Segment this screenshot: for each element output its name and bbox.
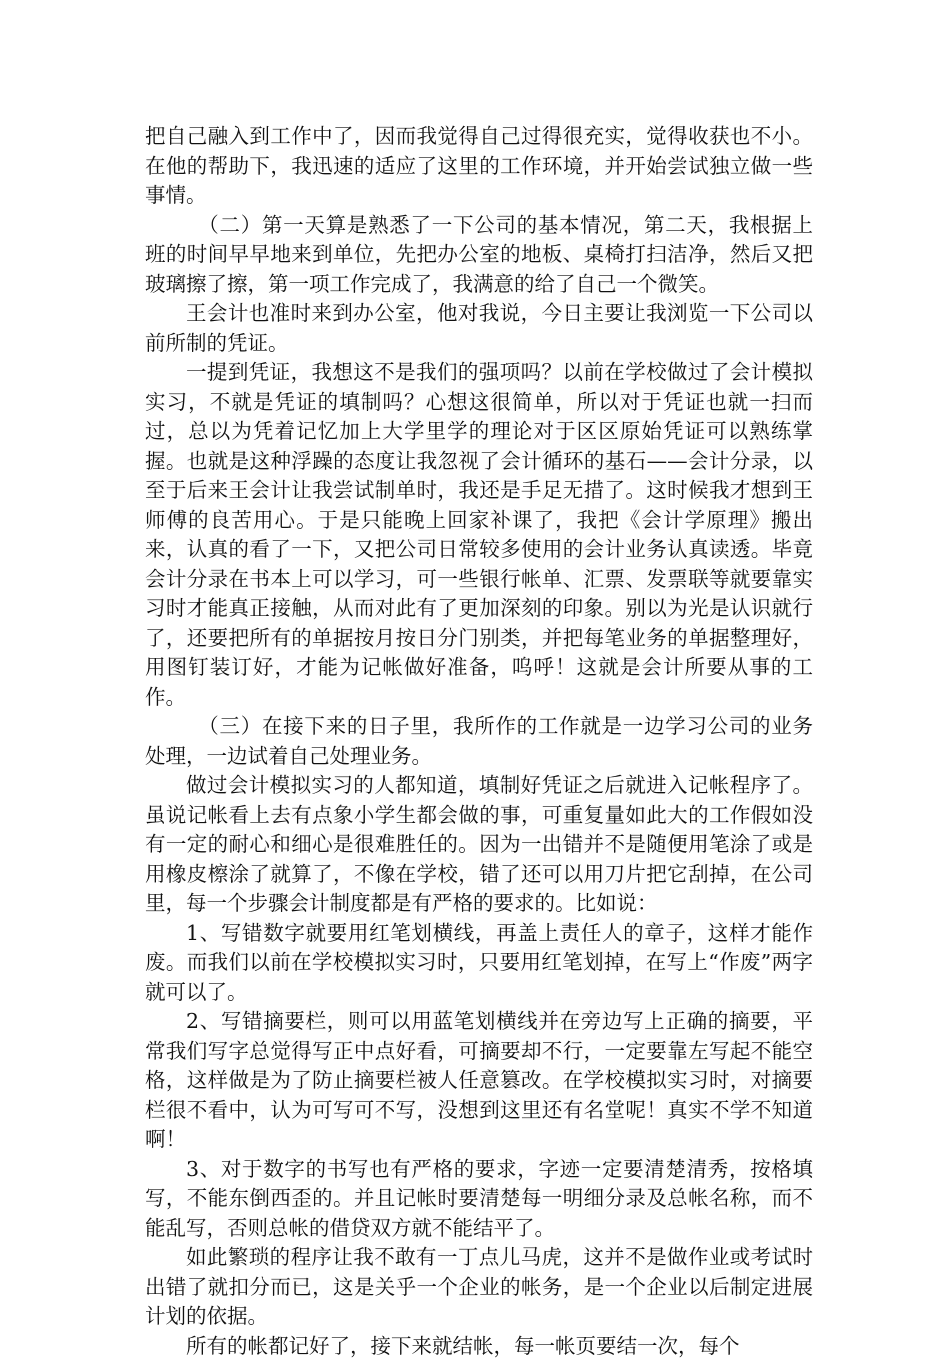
paragraph: 一提到凭证，我想这不是我们的强项吗？以前在学校做过了会计模拟实习，不就是凭证的填制吗？心想这很简单，所以对于凭证也就一扫而过，总以为凭着记忆加上大学里学的理论对于区区原始凭证可以熟练掌握。也就是这种浮躁的态度让我忽视了会计循环的基石——会计分录，以至于后来王会计让我尝试制单时，我还是手足无措了。这时候我才想到王师傅的良苦用心。于是只能晚上回家补课了，我把《会计学原理》搬出来，认真的看了一下，又把公司日常较多使用的会计业务认真读透。毕竟会计分录在书本上可以学习，可一些银行帐单、汇票、发票联等就要靠实习时才能真正接触，从而对此有了更加深刻的印象。别以为光是认识就行了，还要把所有的单据按月按日分门别类，并把每笔业务的单据整理好，用图钉装订好，才能为记帐做好准备，呜呼！这就是会计所要从事的工作。 [145, 358, 813, 712]
paragraph-section-2: （二）第一天算是熟悉了一下公司的基本情况，第二天，我根据上班的时间早早地来到单位，先把办公室的地板、桌椅打扫洁净，然后又把玻璃擦了擦，第一项工作完成了，我满意的给了自己一个微笑。 [145, 211, 813, 300]
paragraph-continued: 把自己融入到工作中了，因而我觉得自己过得很充实，觉得收获也不小。在他的帮助下，我迅速的适应了这里的工作环境，并开始尝试独立做一些事情。 [145, 122, 813, 211]
paragraph-section-3: （三）在接下来的日子里，我所作的工作就是一边学习公司的业务处理，一边试着自己处理业务。 [145, 712, 813, 771]
paragraph: 如此繁琐的程序让我不敢有一丁点儿马虎，这并不是做作业或考试时出错了就扣分而已，这是关乎一个企业的帐务，是一个企业以后制定进展计划的依据。 [145, 1243, 813, 1332]
paragraph: 做过会计模拟实习的人都知道，填制好凭证之后就进入记帐程序了。虽说记帐看上去有点象小学生都会做的事，可重复量如此大的工作假如没有一定的耐心和细心是很难胜任的。因为一出错并不是随便用笔涂了或是用橡皮檫涂了就算了，不像在学校，错了还可以用刀片把它刮掉，在公司里，每一个步骤会计制度都是有严格的要求的。比如说： [145, 771, 813, 919]
paragraph-item-1: 1、写错数字就要用红笔划横线，再盖上责任人的章子，这样才能作废。而我们以前在学校模拟实习时，只要用红笔划掉，在写上“作废”两字就可以了。 [145, 919, 813, 1008]
document-body [145, 122, 813, 1361]
paragraph-item-2: 2、写错摘要栏，则可以用蓝笔划横线并在旁边写上正确的摘要，平常我们写字总觉得写正中点好看，可摘要却不行，一定要靠左写起不能空格，这样做是为了防止摘要栏被人任意篡改。在学校模拟实习时，对摘要栏很不看中，认为可写可不写，没想到这里还有名堂呢！真实不学不知道啊！ [145, 1007, 813, 1155]
paragraph-truncated: 所有的帐都记好了，接下来就结帐，每一帐页要结一次，每个 [145, 1332, 813, 1361]
paragraph: 王会计也准时来到办公室，他对我说，今日主要让我浏览一下公司以前所制的凭证。 [145, 299, 813, 358]
paragraph-item-3: 3、对于数字的书写也有严格的要求，字迹一定要清楚清秀，按格填写，不能东倒西歪的。并且记帐时要清楚每一明细分录及总帐名称，而不能乱写，否则总帐的借贷双方就不能结平了。 [145, 1155, 813, 1244]
